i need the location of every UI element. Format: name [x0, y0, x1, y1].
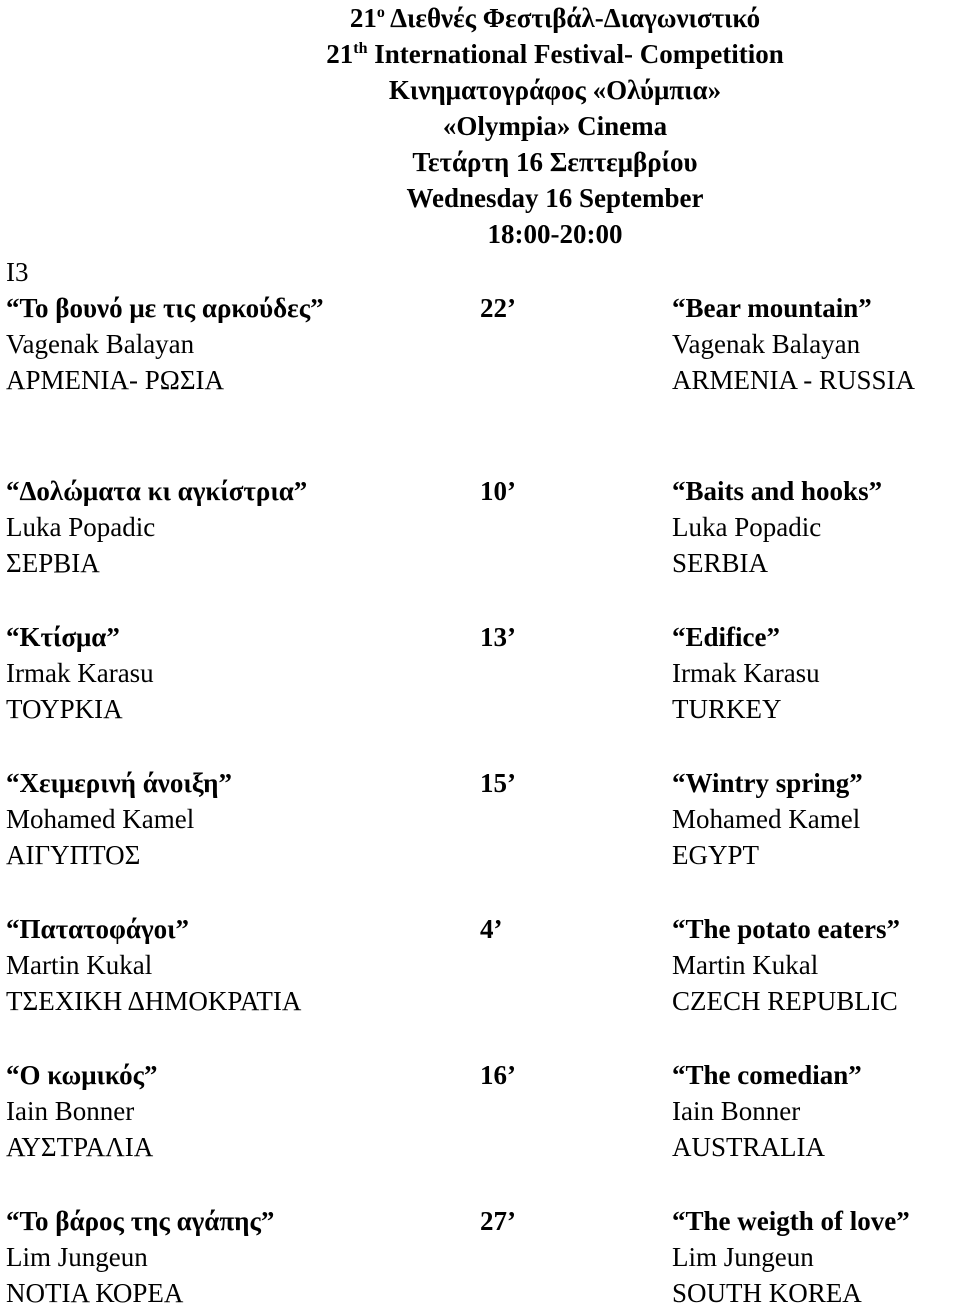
country-en: EGYPT — [672, 840, 759, 870]
country-en: SOUTH KOREA — [672, 1278, 862, 1308]
film-duration: 16’ — [480, 1060, 516, 1090]
country-en: CZECH REPUBLIC — [672, 986, 898, 1016]
director-gr: Luka Popadic — [6, 512, 156, 542]
country-gr: ΤΣΕΧΙΚΗ ΔΗΜΟΚΡΑΤΙΑ — [6, 986, 302, 1016]
festival-title-en: 21th International Festival- Competition — [326, 39, 784, 69]
country-gr: ΑΡΜΕΝΙΑ- ΡΩΣΙΑ — [6, 365, 225, 395]
venue-en: «Olympia» Cinema — [442, 111, 668, 141]
director-gr: Iain Bonner — [6, 1096, 135, 1126]
director-gr: Mohamed Kamel — [6, 804, 195, 834]
date-en: Wednesday 16 September — [406, 183, 704, 213]
film-duration: 10’ — [480, 476, 516, 506]
country-en: TURKEY — [672, 694, 782, 724]
film-title-en: “Edifice” — [672, 622, 780, 652]
country-gr: ΑΙΓΥΠΤΟΣ — [6, 840, 141, 870]
film-title-gr: “Χειμερινή άνοιξη” — [6, 768, 232, 798]
director-en: Martin Kukal — [672, 950, 819, 980]
film-duration: 13’ — [480, 622, 516, 652]
country-gr: ΑΥΣΤΡΑΛΙΑ — [6, 1132, 154, 1162]
venue-gr: Κινηματογράφος «Ολύμπια» — [388, 75, 722, 105]
session-code: Ι3 — [6, 257, 29, 287]
film-duration: 4’ — [480, 914, 503, 944]
film-duration: 22’ — [480, 293, 516, 323]
film-title-gr: “Δολώματα κι αγκίστρια” — [6, 476, 308, 506]
country-en: SERBIA — [672, 548, 769, 578]
film-title-gr: “Πατατοφάγοι” — [6, 914, 189, 944]
film-title-en: “The potato eaters” — [672, 914, 900, 944]
director-en: Iain Bonner — [672, 1096, 801, 1126]
film-title-gr: “Το βάρος της αγάπης” — [6, 1206, 275, 1236]
director-en: Lim Jungeun — [672, 1242, 814, 1272]
film-title-en: “Baits and hooks” — [672, 476, 883, 506]
director-en: Vagenak Balayan — [672, 329, 861, 359]
director-gr: Irmak Karasu — [6, 658, 154, 688]
film-title-en: “The weigth of love” — [672, 1206, 910, 1236]
country-gr: ΤΟΥΡΚΙΑ — [6, 694, 123, 724]
film-title-en: “The comedian” — [672, 1060, 862, 1090]
director-en: Mohamed Kamel — [672, 804, 861, 834]
country-gr: ΣΕΡΒΙΑ — [6, 548, 100, 578]
film-title-en: “Bear mountain” — [672, 293, 872, 323]
time-slot: 18:00-20:00 — [487, 219, 623, 249]
director-gr: Lim Jungeun — [6, 1242, 148, 1272]
director-en: Irmak Karasu — [672, 658, 820, 688]
country-en: AUSTRALIA — [672, 1132, 825, 1162]
director-gr: Martin Kukal — [6, 950, 153, 980]
director-gr: Vagenak Balayan — [6, 329, 195, 359]
country-en: ARMENIA - RUSSIA — [672, 365, 916, 395]
date-gr: Τετάρτη 16 Σεπτεμβρίου — [412, 147, 698, 177]
film-duration: 15’ — [480, 768, 516, 798]
director-en: Luka Popadic — [672, 512, 822, 542]
film-title-gr: “Κτίσμα” — [6, 622, 120, 652]
film-title-en: “Wintry spring” — [672, 768, 863, 798]
film-duration: 27’ — [480, 1206, 516, 1236]
country-gr: ΝΟΤΙΑ ΚΟΡΕΑ — [6, 1278, 184, 1308]
film-title-gr: “Ο κωμικός” — [6, 1060, 158, 1090]
festival-title-gr: $21^o$ Διεθνές Φεστιβάλ-Διαγωνιστικό — [349, 3, 761, 33]
film-title-gr: “Το βουνό με τις αρκούδες” — [6, 293, 324, 323]
